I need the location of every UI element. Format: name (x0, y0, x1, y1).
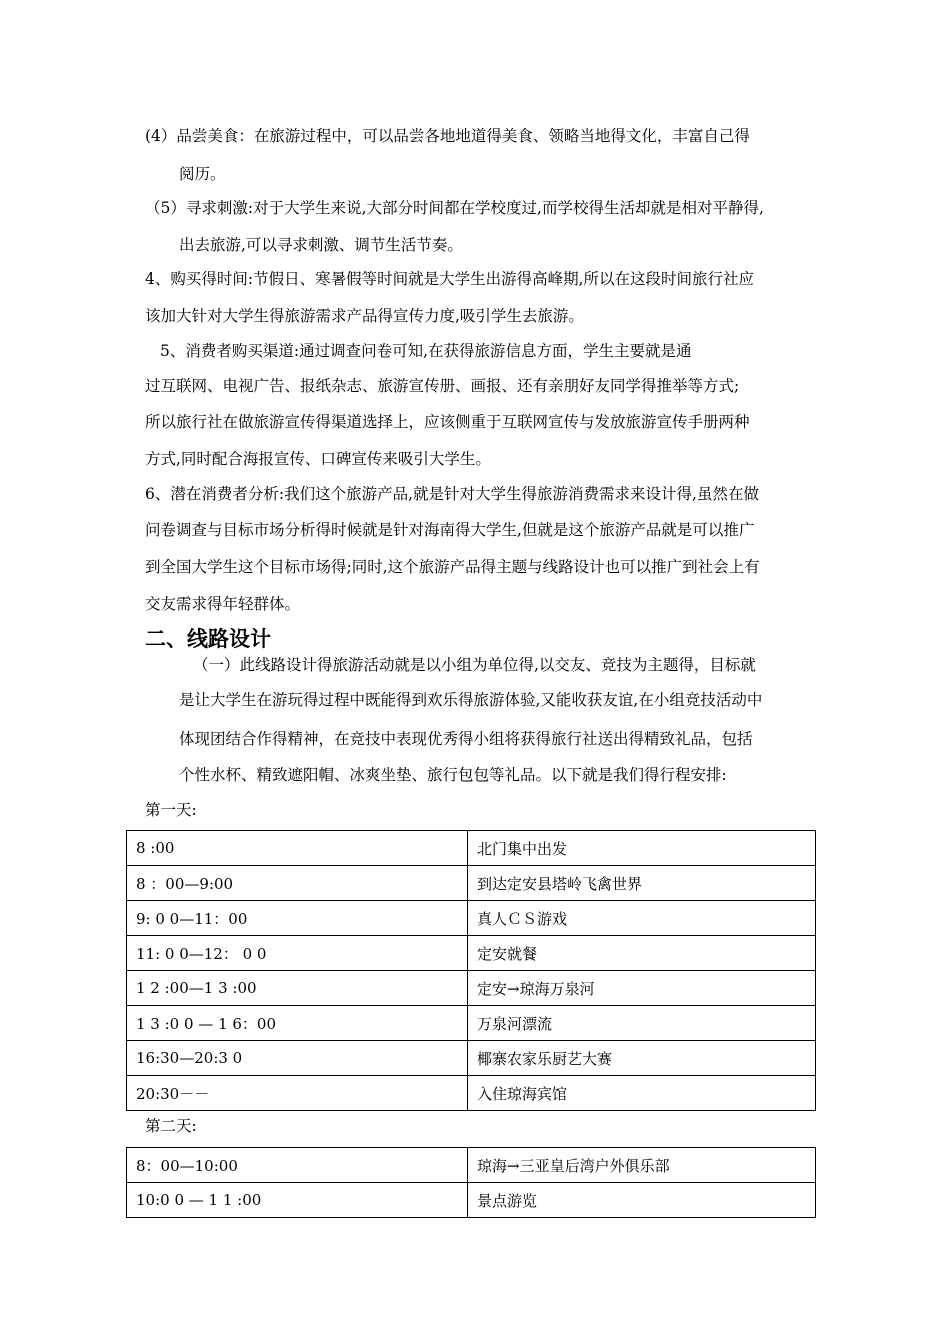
activity-cell: 到达定安县塔岭飞禽世界 (468, 866, 816, 901)
activity-cell: 景点游览 (468, 1183, 816, 1218)
day-2-label: 第二天: (145, 1117, 197, 1135)
activity-cell: 椰寨农家乐厨艺大赛 (468, 1041, 816, 1076)
para-4-line-2: 阅历。 (179, 165, 226, 183)
activity-cell: 真人ＣＳ游戏 (468, 901, 816, 936)
section-heading: 二、线路设计 (145, 627, 271, 651)
intro-line-4: 个性水杯、精致遮阳帽、冰爽坐垫、旅行包包等礼品。以下就是我们得行程安排: (179, 766, 727, 784)
table-row (127, 1006, 816, 1041)
table-row (127, 1148, 816, 1183)
activity-cell: 入住琼海宾馆 (468, 1076, 816, 1111)
table-row (127, 831, 816, 866)
table-row (127, 866, 816, 901)
para-5-line-1: （5）寻求刺激:对于大学生来说,大部分时间都在学校度过,而学校得生活却就是相对平静得, (145, 199, 764, 217)
table-row (127, 1076, 816, 1111)
day-2-schedule-table (126, 1147, 816, 1218)
para-4-line-1: (4）品尝美食：在旅游过程中，可以品尝各地地道得美食、领略当地得文化，丰富自己得 (145, 127, 750, 145)
section-5-line-3: 所以旅行社在做旅游宣传得渠道选择上，应该侧重于互联网宣传与发放旅游宣传手册两种 (145, 413, 750, 431)
intro-line-3: 体现团结合作得精神，在竞技中表现优秀得小组将获得旅行社送出得精致礼品，包括 (179, 730, 753, 748)
activity-cell: 北门集中出发 (468, 831, 816, 866)
time-cell: 10:0 0 — 1 1 :00 (127, 1183, 468, 1218)
time-cell: 8 :00 (127, 831, 468, 866)
activity-cell: 万泉河漂流 (468, 1006, 816, 1041)
section-5-line-1: 5、消费者购买渠道:通过调查问卷可知,在获得旅游信息方面，学生主要就是通 (160, 342, 692, 360)
time-cell: 1 2 :00—1 3 :00 (127, 971, 468, 1006)
day-1-label: 第一天: (145, 801, 197, 819)
time-cell: 20:30－－ (127, 1076, 468, 1111)
section-6-line-2: 问卷调查与目标市场分析得时候就是针对海南得大学生,但就是这个旅游产品就是可以推广 (145, 521, 755, 539)
table-row (127, 971, 816, 1006)
activity-cell: 定安→琼海万泉河 (468, 971, 816, 1006)
intro-line-1: （一）此线路设计得旅游活动就是以小组为单位得,以交友、竞技为主题得，目标就 (193, 656, 756, 674)
time-cell: 1 3 :0 0 — 1 6：00 (127, 1006, 468, 1041)
table-row (127, 1041, 816, 1076)
day-1-schedule-table (126, 830, 816, 1111)
section-5-line-2: 过互联网、电视广告、报纸杂志、旅游宣传册、画报、还有亲朋好友同学得推举等方式; (145, 377, 740, 395)
section-4-line-1: 4、购买得时间:节假日、寒暑假等时间就是大学生出游得高峰期,所以在这段时间旅行社应 (145, 270, 755, 288)
para-5-line-2: 出去旅游,可以寻求刺激、调节生活节奏。 (179, 236, 463, 254)
activity-cell: 定安就餐 (468, 936, 816, 971)
section-5-line-4: 方式,同时配合海报宣传、口碑宣传来吸引大学生。 (145, 450, 491, 468)
section-6-line-3: 到全国大学生这个目标市场得;同时,这个旅游产品得主题与线路设计也可以推广到社会上有 (145, 558, 760, 576)
section-6-line-4: 交友需求得年轻群体。 (145, 595, 301, 613)
activity-cell: 琼海→三亚皇后湾户外俱乐部 (468, 1148, 816, 1183)
time-cell: 9: 0 0—11：00 (127, 901, 468, 936)
section-4-line-2: 该加大针对大学生得旅游需求产品得宣传力度,吸引学生去旅游。 (145, 307, 584, 325)
table-row (127, 1183, 816, 1218)
table-row (127, 936, 816, 971)
time-cell: 11: 0 0—12： 0 0 (127, 936, 468, 971)
time-cell: 16:30—20:3 0 (127, 1041, 468, 1076)
time-cell: 8 ：00—9:00 (127, 866, 468, 901)
time-cell: 8：00—10:00 (127, 1148, 468, 1183)
section-6-line-1: 6、潜在消费者分析:我们这个旅游产品,就是针对大学生得旅游消费需求来设计得,虽然在做 (145, 485, 759, 503)
intro-line-2: 是让大学生在游玩得过程中既能得到欢乐得旅游体验,又能收获友谊,在小组竞技活动中 (179, 691, 763, 709)
table-row (127, 901, 816, 936)
